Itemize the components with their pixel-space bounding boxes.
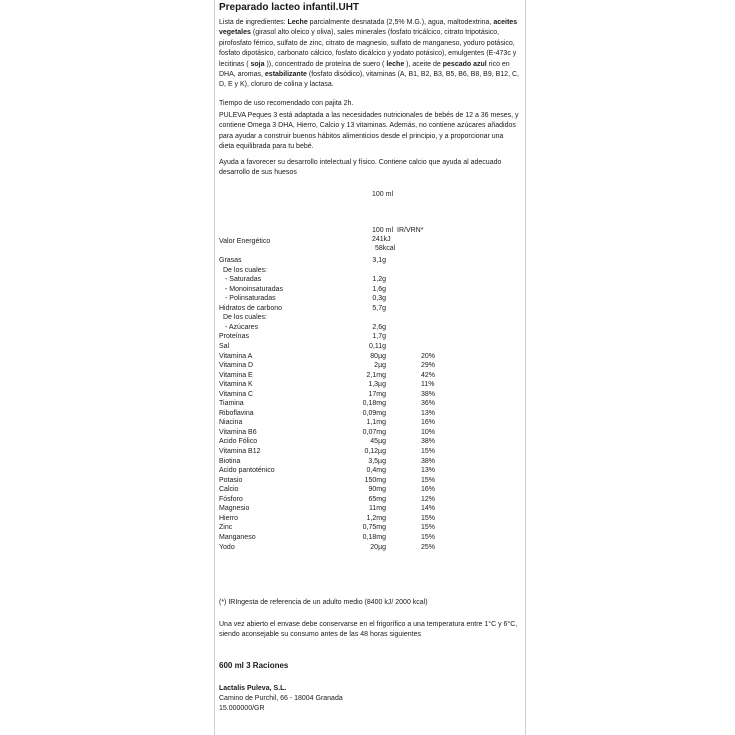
nutrition-row [215,523,525,532]
nutrient-value: 0,4mg [366,467,386,475]
nutrient-value: 3,5µg [368,457,386,465]
nutrition-row [215,332,525,341]
nutrient-name: Fósforo [219,495,243,503]
nutrient-percent: 42% [421,371,436,379]
nutrient-name: - Polinsaturadas [225,295,276,303]
nutrition-row [215,418,525,427]
nutrient-percent: 13% [421,409,436,417]
nutrition-row [215,428,525,437]
nutrient-name: Acido pantoténico [219,467,275,475]
nutrient-name: Vitamina D [219,362,254,370]
nutrition-row [215,409,525,418]
nutrient-name: Vitamina C [219,390,254,398]
nutrition-header-top: 100 ml [372,191,394,198]
nutrient-percent: 15% [421,448,436,455]
nutrient-name: Acido Fólico [219,438,258,446]
nutrient-name: Potasio [219,476,243,484]
nutrient-percent: 36% [421,400,436,408]
nutrient-name: Hidratos de carbono [219,304,283,312]
nutrient-value: 2,1mg [366,371,386,379]
nutrition-row [215,304,525,313]
product-title: Preparado lacteo infantil.UHT [219,2,360,13]
nutrition-row [215,476,525,485]
nutrient-percent: 12% [421,495,436,503]
nutrition-column-ir: IR/VRN* [397,227,424,234]
nutrient-value: 3,1g [372,257,386,264]
nutrient-name: Calcio [219,486,239,494]
nutrient-name: Sal [219,342,230,350]
nutrient-value: 1,6g [372,285,386,293]
nutrient-value: 45µg [370,438,386,446]
nutrient-value: 65mg [368,495,386,503]
nutrition-row [215,447,525,456]
nutrition-row [215,457,525,466]
nutrition-row [215,294,525,303]
nutrient-value: 11mg [369,505,386,513]
nutrient-value: 0,11g [369,342,386,350]
nutrient-name: Zinc [219,524,233,532]
nutrient-percent: 16% [421,486,436,494]
nutrient-value: 17mg [368,390,386,398]
nutrition-row [215,275,525,284]
nutrient-percent: 15% [421,514,436,522]
nutrient-name: Biotina [219,457,241,465]
footnote-text: (*) IRIngesta de referencia de un adulto medio (8400 kJ/ 2000 kcal) [219,599,428,606]
nutrient-name: Yodo [219,543,235,551]
nutrition-row [215,352,525,361]
nutrient-value: 80µg [370,352,386,360]
nutrient-value: 1,2g [372,276,386,284]
nutrient-value: 90mg [368,486,386,494]
nutrient-value: 0,12µg [364,448,386,455]
nutrition-row [215,543,525,552]
energy-kcal: 58kcal [375,245,396,252]
nutrient-percent: 11% [421,381,435,389]
product-info-sheet [214,0,526,735]
nutrient-value: 0,18mg [362,533,386,541]
nutrition-row [215,495,525,504]
nutrient-value: 0,18mg [362,400,386,408]
nutrient-percent: 38% [421,390,436,398]
nutrient-name: Vitamina K [219,381,253,389]
nutrient-name: Vitamina A [219,352,253,360]
nutrient-name: Vitamina E [219,371,253,379]
nutrient-percent: 38% [421,457,436,465]
nutrition-row [215,485,525,494]
nutrition-row [215,323,525,332]
nutrition-row [215,533,525,542]
company-address: Camino de Purchil, 66 - 18004 Granada [219,695,343,702]
nutrient-value: 0,3g [372,295,386,303]
nutrient-name: Manganeso [219,533,256,541]
storage-text: Una vez abierto el envase debe conservarse en el frigorífico a una temperatura entre 1°C y 6°C, siendo aconsejable su consumo antes de las 48 horas siguientes [219,621,518,639]
nutrient-value: 0,09mg [362,409,386,417]
nutrient-percent: 15% [421,524,436,532]
nutrient-percent: 38% [421,438,436,446]
nutrition-row [215,399,525,408]
nutrient-value: 1,3µg [368,381,386,389]
energy-kj: 241kJ [372,236,391,243]
nutrition-row [215,361,525,370]
nutrient-name: Niacina [219,419,243,427]
nutrient-percent: 14% [421,505,436,513]
nutrient-name: De los cuales: [223,266,267,274]
nutrient-value: 0,07mg [362,428,386,436]
nutrient-percent: 10% [421,428,436,436]
nutrient-percent: 16% [421,419,436,427]
company-name: Lactalis Puleva, S.L. [219,685,287,692]
nutrition-row [215,256,525,265]
nutrient-value: 20µg [370,543,386,551]
nutrient-name: - Azúcares [225,323,259,331]
nutrient-value: 2µg [374,362,386,370]
nutrient-name: Vitamina B12 [219,448,261,455]
nutrient-percent: 20% [421,352,436,360]
nutrition-row [215,285,525,294]
usage-time-text: Tiempo de uso recomendado con pajita 2h. [219,100,354,107]
nutrient-name: - Monoinsaturadas [225,285,283,293]
nutrient-name: Grasas [219,257,242,264]
nutrient-value: 5,7g [372,304,386,312]
nutrient-name: Vitamina B6 [219,428,257,436]
nutrient-percent: 25% [421,543,436,551]
nutrition-row [215,437,525,446]
nutrient-percent: 15% [421,476,436,484]
nutrient-name: Riboflavina [219,409,254,417]
portion-text: 600 ml 3 Raciones [219,661,289,670]
registry-number: 15.000000/GR [219,705,265,712]
claims-text: Ayuda a favorecer su desarrollo intelectual y físico. Contiene calcio que ayuda al adecuado desarrollo de sus huesos [219,159,502,177]
nutrition-column-amount: 100 ml [372,227,394,234]
nutrition-row [215,514,525,523]
nutrient-name: Magnesio [219,505,250,513]
energy-label: Valor Energético [219,238,271,245]
ingredients-text: Lista de ingredientes: Leche parcialmente desnatada (2,5% M.G.), agua, maltodextrina, aceites vegetales (girasol alto oleico y oliva), sales minerales (fosfato tricálcico, citrato tripotásico, pirofosfato férrico, sulfato de zinc, citrato de magnesio, sulfato de manganeso, yoduro potásico, fosfato dipotásico, carbonato cálcico, fosfato dicálcico y yodato potásico), emulgentes (E-473c y lecitinas ( soja )), concentrado de proteína de suero ( leche ), aceite de pescado azul rico en DHA, aromas, estabilizante (fosfato disódico), vitaminas (A, B1, B2, B3, B5, B6, B8, B9, B12, C, D, E y K), cloruro de colina y lactasa. [219,19,519,89]
nutrition-row [215,504,525,513]
nutrient-name: Proteínas [219,333,249,341]
nutrient-value: 0,75mg [362,524,386,532]
nutrient-percent: 29% [421,362,436,370]
nutrient-value: 150mg [364,476,386,484]
nutrient-value: 2,6g [372,323,386,331]
nutrient-value: 1,7g [372,333,386,341]
nutrition-row [215,380,525,389]
nutrition-row [215,371,525,380]
nutrient-value: 1,2mg [366,514,386,522]
nutrient-name: Hierro [219,514,239,522]
nutrient-name: Tiamina [219,400,244,408]
nutrition-row [215,466,525,475]
nutrition-row [215,266,525,275]
nutrient-name: De los cuales: [223,314,267,322]
product-description: PULEVA Peques 3 está adaptada a las necesidades nutricionales de bebés de 12 a 36 meses, y contiene Omega 3 DHA, Hierro, Calcio y 13 vitaminas. Además, no contiene azúcares añadidos para ayudar a construir buenos hábitos alimenticios desde el principio, y a proporcionar una dieta equilibrada para tu bebé. [219,112,519,151]
nutrient-percent: 13% [421,467,436,475]
nutrition-row [215,342,525,351]
nutrition-row [215,390,525,399]
nutrition-row [215,313,525,322]
nutrient-percent: 15% [421,533,436,541]
nutrient-name: - Saturadas [225,276,262,284]
nutrient-value: 1,1mg [366,419,386,427]
